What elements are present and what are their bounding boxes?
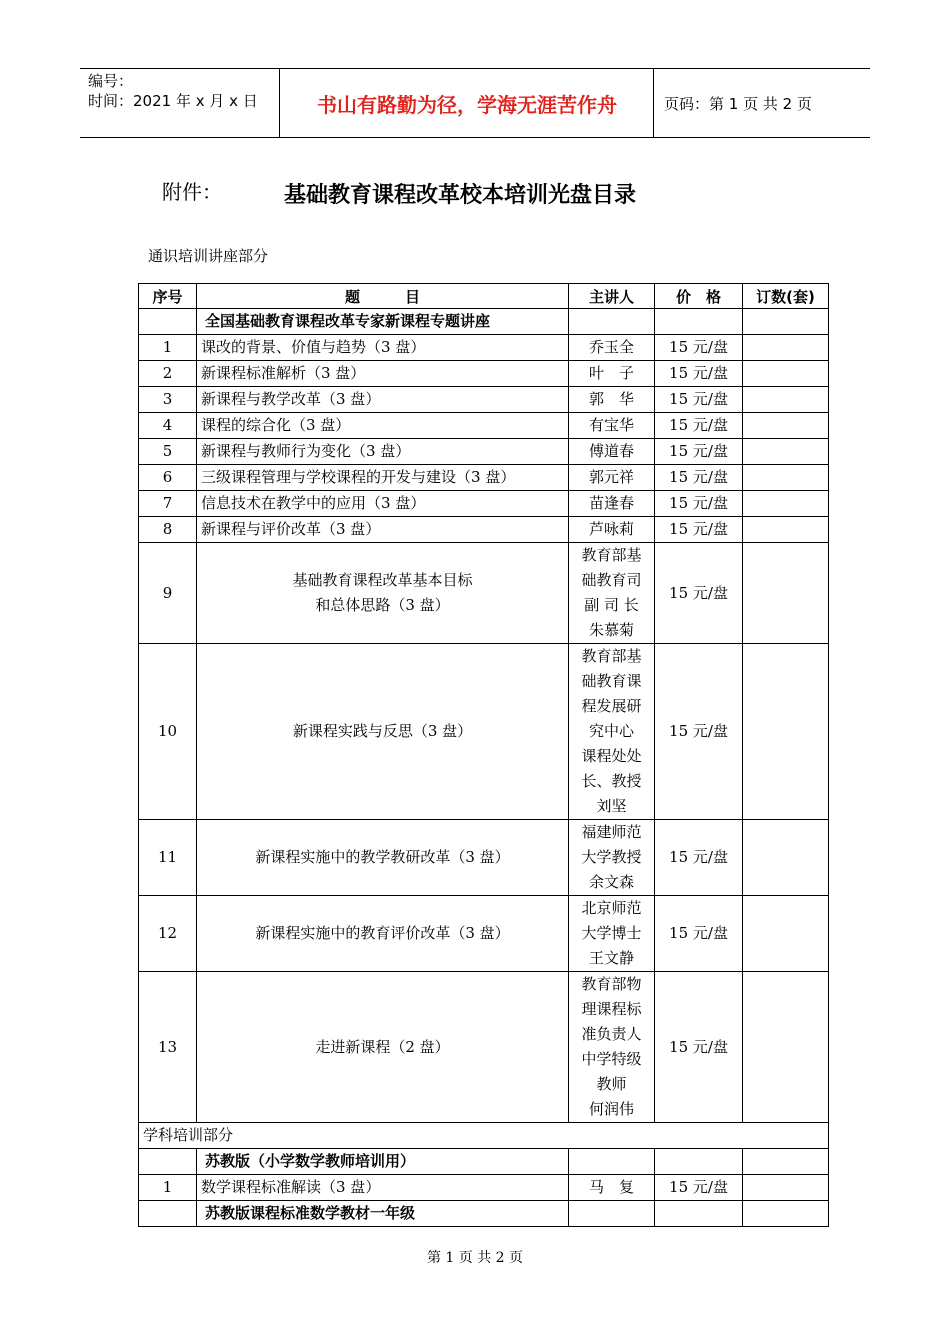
row-speaker: 乔玉全 (569, 335, 655, 361)
time-label: 时间：2021 年 x 月 x 日 (88, 92, 258, 110)
row-speaker-line: 理课程标 (581, 1000, 642, 1018)
table-row (139, 1175, 829, 1201)
group-empty (655, 1201, 743, 1227)
row-speaker-line: 长、教授 (581, 772, 642, 790)
col-header-order: 订数(套) (743, 284, 829, 309)
page-code: 页码：第 1 页 共 2 页 (664, 94, 812, 113)
row-order-qty (743, 465, 829, 491)
row-seq: 5 (139, 439, 197, 465)
row-speaker: 马 复 (569, 1175, 655, 1201)
row-order-qty (743, 439, 829, 465)
col-header-speaker: 主讲人 (569, 284, 655, 309)
row-seq: 1 (139, 1175, 197, 1201)
group-seq-empty (139, 1201, 197, 1227)
table-row (139, 543, 829, 644)
row-order-qty (743, 387, 829, 413)
group-seq-empty (139, 1149, 197, 1175)
row-speaker: 郭元祥 (569, 465, 655, 491)
row-speaker-line: 大学博士 (581, 924, 642, 942)
table-row (139, 896, 829, 972)
table-row (139, 465, 829, 491)
row-seq: 2 (139, 361, 197, 387)
row-seq: 10 (139, 644, 197, 820)
row-topic (197, 543, 569, 644)
row-order-qty (743, 413, 829, 439)
attachment-label: 附件： (162, 180, 222, 204)
row-speaker-line: 教育部物 (581, 975, 642, 993)
row-order-qty (743, 820, 829, 896)
table-header-row (139, 284, 829, 309)
table-row (139, 972, 829, 1123)
row-topic (197, 644, 569, 820)
row-topic (197, 896, 569, 972)
group-row (139, 1201, 829, 1227)
row-price: 15 元/盘 (655, 972, 743, 1123)
row-price: 15 元/盘 (655, 1175, 743, 1201)
motto: 书山有路勤为径，学海无涯苦作舟 (281, 69, 654, 137)
row-topic: 新课程标准解析（3 盘） (197, 361, 569, 387)
table-row (139, 335, 829, 361)
row-speaker-line: 王文静 (588, 949, 634, 967)
row-topic: 课改的背景、价值与趋势（3 盘） (197, 335, 569, 361)
row-price: 15 元/盘 (655, 413, 743, 439)
row-order-qty (743, 644, 829, 820)
table-row (139, 517, 829, 543)
row-price: 15 元/盘 (655, 517, 743, 543)
row-speaker (569, 543, 655, 644)
row-price: 15 元/盘 (655, 335, 743, 361)
row-seq: 6 (139, 465, 197, 491)
row-price: 15 元/盘 (655, 644, 743, 820)
row-seq: 8 (139, 517, 197, 543)
col-header-seq: 序号 (139, 284, 197, 309)
row-speaker: 叶 子 (569, 361, 655, 387)
row-speaker-line: 础教育司 (581, 571, 642, 589)
catalog-table (138, 283, 829, 1227)
header-meta (80, 69, 280, 137)
row-topic (197, 820, 569, 896)
row-speaker-line: 余文森 (588, 873, 634, 891)
row-topic-line: 新课程实施中的教学教研改革（3 盘） (255, 848, 510, 866)
row-speaker-line: 教师 (596, 1075, 627, 1093)
row-seq: 12 (139, 896, 197, 972)
section2-row (139, 1123, 829, 1149)
row-seq: 11 (139, 820, 197, 896)
row-order-qty (743, 335, 829, 361)
row-speaker-line: 中学特级 (581, 1050, 642, 1068)
row-speaker-line: 副 司 长 (584, 596, 639, 614)
row-speaker-line: 朱慕菊 (588, 621, 634, 639)
table-row (139, 413, 829, 439)
group-row (139, 309, 829, 335)
row-price: 15 元/盘 (655, 387, 743, 413)
row-seq: 13 (139, 972, 197, 1123)
row-price: 15 元/盘 (655, 820, 743, 896)
row-price: 15 元/盘 (655, 439, 743, 465)
row-topic-line: 和总体思路（3 盘） (315, 596, 450, 614)
row-speaker (569, 644, 655, 820)
page-header (80, 68, 870, 138)
table-row (139, 820, 829, 896)
row-speaker-line: 程发展研 (581, 697, 642, 715)
row-seq: 9 (139, 543, 197, 644)
row-speaker-line: 准负责人 (581, 1025, 642, 1043)
page-footer: 第 1 页 共 2 页 (426, 1250, 524, 1266)
row-speaker (569, 896, 655, 972)
row-price: 15 元/盘 (655, 543, 743, 644)
group-empty (569, 1201, 655, 1227)
row-speaker-line: 北京师范 (581, 899, 642, 917)
row-order-qty (743, 491, 829, 517)
row-speaker-line: 究中心 (588, 722, 634, 740)
row-speaker: 傅道春 (569, 439, 655, 465)
group-row (139, 1149, 829, 1175)
row-seq: 4 (139, 413, 197, 439)
group-empty (569, 1149, 655, 1175)
row-speaker-line: 教育部基 (581, 546, 642, 564)
row-speaker-line: 础教育课 (581, 672, 642, 690)
group-empty (743, 1149, 829, 1175)
section2-label: 学科培训部分 (139, 1123, 829, 1149)
group-title: 苏教版课程标准数学教材一年级 (197, 1201, 569, 1227)
row-topic (197, 972, 569, 1123)
row-topic: 新课程与评价改革（3 盘） (197, 517, 569, 543)
row-topic: 新课程与教学改革（3 盘） (197, 387, 569, 413)
row-price: 15 元/盘 (655, 491, 743, 517)
row-topic-line: 基础教育课程改革基本目标 (292, 571, 473, 589)
row-price: 15 元/盘 (655, 465, 743, 491)
row-speaker (569, 820, 655, 896)
row-topic-line: 新课程实施中的教育评价改革（3 盘） (255, 924, 510, 942)
table-row (139, 439, 829, 465)
row-speaker: 苗逢春 (569, 491, 655, 517)
group-empty (743, 1201, 829, 1227)
row-speaker-line: 福建师范 (581, 823, 642, 841)
row-order-qty (743, 972, 829, 1123)
col-header-price: 价 格 (655, 284, 743, 309)
row-price: 15 元/盘 (655, 896, 743, 972)
row-price: 15 元/盘 (655, 361, 743, 387)
row-topic: 三级课程管理与学校课程的开发与建设（3 盘） (197, 465, 569, 491)
row-topic: 新课程与教师行为变化（3 盘） (197, 439, 569, 465)
row-topic-line: 走进新课程（2 盘） (315, 1037, 450, 1056)
group-title: 全国基础教育课程改革专家新课程专题讲座 (197, 309, 569, 335)
row-seq: 1 (139, 335, 197, 361)
row-speaker: 郭 华 (569, 387, 655, 413)
row-seq: 7 (139, 491, 197, 517)
group-empty (655, 1149, 743, 1175)
row-topic: 课程的综合化（3 盘） (197, 413, 569, 439)
row-order-qty (743, 543, 829, 644)
row-speaker-line: 课程处处 (581, 747, 642, 765)
row-order-qty (743, 896, 829, 972)
table-row (139, 361, 829, 387)
group-title: 苏教版（小学数学教师培训用） (197, 1149, 569, 1175)
row-speaker (569, 972, 655, 1123)
row-topic: 信息技术在教学中的应用（3 盘） (197, 491, 569, 517)
row-speaker-line: 大学教授 (581, 848, 642, 866)
table-row (139, 644, 829, 820)
row-speaker-line: 刘坚 (596, 797, 627, 815)
row-order-qty (743, 361, 829, 387)
row-topic-line: 新课程实践与反思（3 盘） (292, 722, 473, 740)
table-row (139, 387, 829, 413)
row-speaker: 芦咏莉 (569, 517, 655, 543)
row-seq: 3 (139, 387, 197, 413)
row-speaker: 有宝华 (569, 413, 655, 439)
number-label: 编号： (88, 72, 134, 90)
row-speaker-line: 教育部基 (581, 647, 642, 665)
row-order-qty (743, 1175, 829, 1201)
table-row (139, 491, 829, 517)
row-topic: 数学课程标准解读（3 盘） (197, 1175, 569, 1201)
col-header-topic: 题 目 (197, 284, 569, 309)
row-speaker-line: 何润伟 (588, 1100, 634, 1118)
section1-label: 通识培训讲座部分 (148, 247, 269, 265)
document-title: 基础教育课程改革校本培训光盘目录 (284, 183, 637, 208)
row-order-qty (743, 517, 829, 543)
